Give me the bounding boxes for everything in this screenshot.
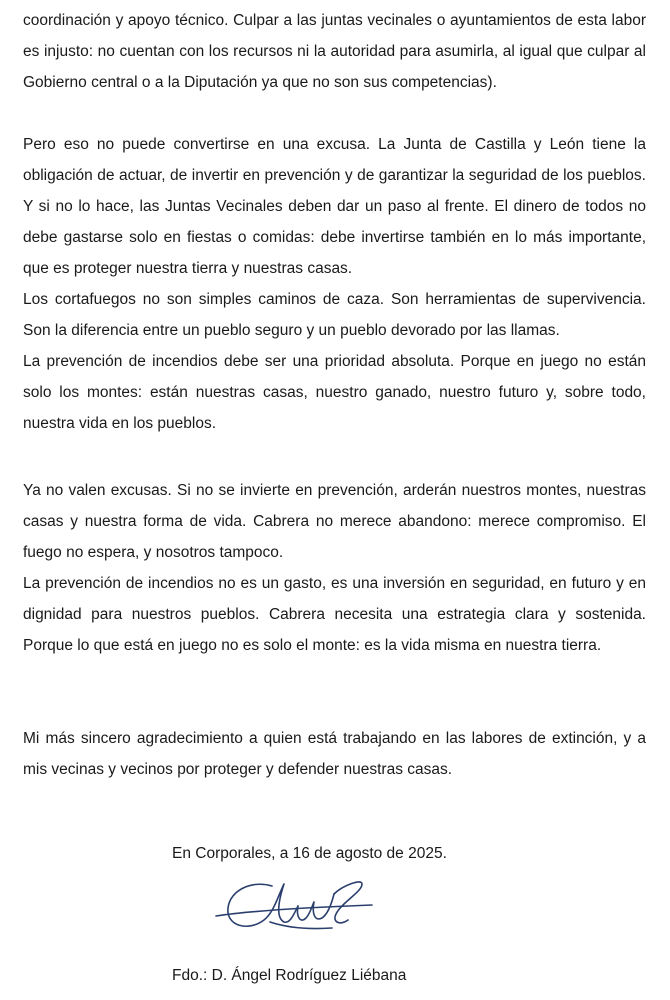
- paragraph-cortafuegos: Los cortafuegos no son simples caminos de caza. Son herramientas de supervivencia. Son la diferencia entre un pueblo seguro y un pueblo devorado por las llamas.: [23, 291, 646, 339]
- paragraph-prevencion-prioridad: La prevención de incendios debe ser una prioridad absoluta. Porque en juego no están solo los montes: están nuestras casas, nuestro ganado, nuestro futuro y, sobre todo, nuestra vida en los pueblos.: [23, 353, 646, 432]
- signer-name: Fdo.: D. Ángel Rodríguez Liébana: [172, 967, 407, 984]
- paragraph-competencias: coordinación y apoyo técnico. Culpar a las juntas vecinales o ayuntamientos de esta labor es injusto: no cuentan con los recursos ni la autoridad para asumirla, al igual que culpar al Gobierno central o a la Diputación ya que no son sus competencias).: [23, 12, 646, 91]
- paragraph-no-valen-excusas: Ya no valen excusas. Si no se invierte en prevención, arderán nuestros montes, nuestras casas y nuestra forma de vida. Cabrera no merece abandono: merece compromiso. El fuego no espera, y nosotros tampoco.: [23, 482, 646, 561]
- place-and-date: En Corporales, a 16 de agosto de 2025.: [172, 845, 447, 862]
- paragraph-agradecimiento: Mi más sincero agradecimiento a quien está trabajando en las labores de extinción, y a mis vecinas y vecinos por proteger y defender nuestras casas.: [23, 730, 646, 778]
- paragraph-inversion: La prevención de incendios no es un gasto, es una inversión en seguridad, en futuro y en dignidad para nuestros pueblos. Cabrera necesita una estrategia clara y sostenida. Porque lo que está en juego no es solo el monte: es la vida misma en nuestra tierra.: [23, 575, 646, 654]
- handwritten-signature: [212, 872, 382, 942]
- paragraph-excusa: Pero eso no puede convertirse en una excusa. La Junta de Castilla y León tiene la obligación de actuar, de invertir en prevención y de garantizar la seguridad de los pueblos. Y si no lo hace, las Juntas Vecinales deben dar un paso al frente. El dinero de todos no debe gastarse solo en fiestas o comidas: debe invertirse también en lo más importante, que es proteger nuestra tierra y nuestras casas.: [23, 136, 646, 277]
